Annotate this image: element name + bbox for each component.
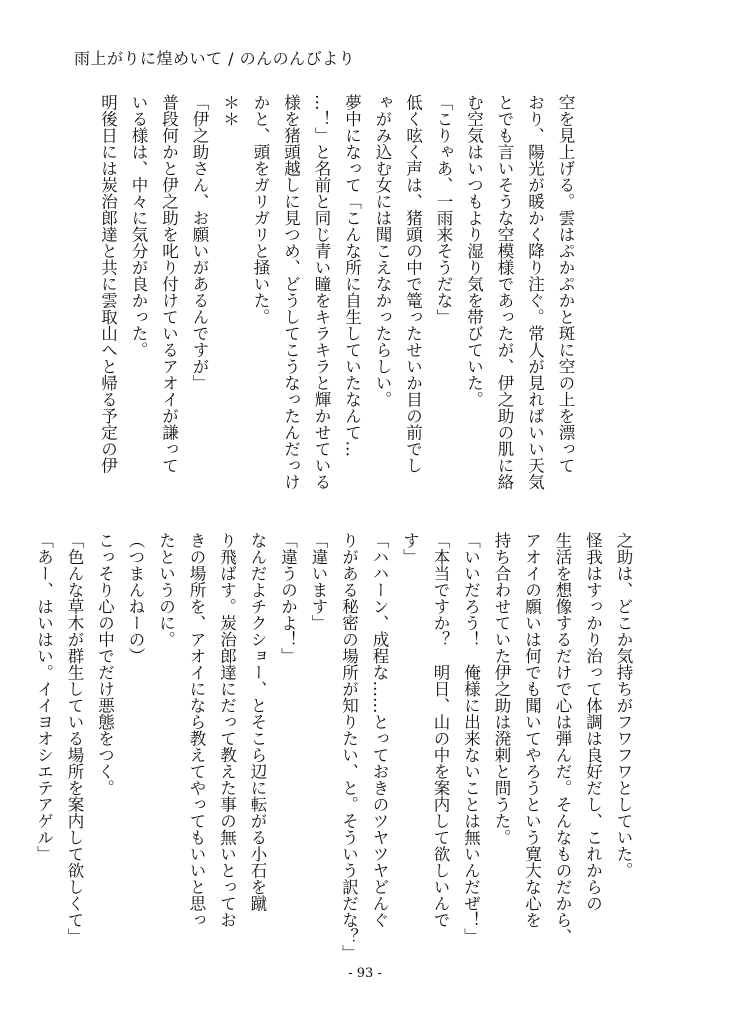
- text-line: む空気はいつもより湿り気を帯びていた。: [464, 94, 484, 408]
- text-line: とでも言いそうな空模様であったが、伊之助の肌に絡: [495, 94, 514, 490]
- text-line: 「あー、はいはい。イイヨオシエテアゲル」: [34, 532, 54, 862]
- text-line: 空を見上げる。雲はぷかぷかと斑に空の上を漂って: [556, 94, 575, 474]
- text-line: いる様は、中々に気分が良かった。: [129, 94, 148, 358]
- page-number: - 93 -: [348, 966, 382, 981]
- text-line: かと、頭をガリガリと掻いた。: [251, 94, 270, 325]
- text-line: こっそり心の中でだけ悪態をつく。: [95, 532, 115, 796]
- text-line: アオイの願いは何でも聞いてやろうという寛大な心を: [522, 532, 542, 928]
- text-line: 「いいだろう！ 俺様に出来ないことは無いんだぜ！」: [461, 532, 481, 945]
- text-line: 「本当ですか？ 明日、山の中を案内して欲しいんで: [431, 532, 450, 928]
- text-line: 夢中になって「こんな所に自生していたなんて…: [342, 94, 362, 457]
- text-line: 之助は、どこか気持ちがフワフワとしていた。: [614, 532, 633, 879]
- text-line: り飛ばす。炭治郎達にだって教えた事の無いとってお: [217, 532, 237, 928]
- text-line: 「こりゃあ、一雨来そうだな」: [434, 94, 453, 325]
- text-line: 「違います」: [309, 532, 328, 631]
- text-line: りがある秘密の場所が知りたい、と。そういう訳だな？」: [339, 532, 359, 961]
- text-line: 低く呟く声は、猪頭の中で篭ったせいか目の前でし: [403, 94, 423, 474]
- text-line: きの場所を、アオイになら教えてやってもいいと思っ: [187, 532, 206, 928]
- text-line: おり、陽光が暖かく降り注ぐ。常人が見ればいい天気: [525, 94, 545, 490]
- text-line: 「ハハーン、成程な……とっておきのツヤツヤどんぐ: [370, 532, 389, 928]
- text-line: 生活を想像するだけで心は弾んだ。そんなものだから、: [553, 532, 572, 945]
- text-line: …！」と名前と同じ青い瞳をキラキラと輝かせている: [312, 94, 331, 490]
- text-line: （つまんねーの）: [126, 532, 145, 664]
- text-block-top: [92, 94, 580, 514]
- text-block-bottom: [28, 532, 638, 961]
- text-line: たというのに。: [156, 532, 176, 648]
- text-line: 怪我はすっかり治って体調は良好だし、これからの: [583, 532, 603, 912]
- text-line: 明後日には炭治郎達と共に雲取山へと帰る予定の伊: [98, 94, 118, 474]
- text-line: 「伊之助さん、お願いがあるんですが」: [190, 94, 209, 391]
- text-line: 普段何かと伊之助を叱り付けているアオイが謙って: [159, 94, 179, 474]
- text-line: なんだよチクショー、とそこら辺に転がる小石を蹴: [248, 532, 267, 912]
- scene-break: ＊＊: [220, 94, 240, 127]
- text-line: 「色んな草木が群生している場所を案内して欲しくて」: [65, 532, 84, 945]
- text-line: す」: [400, 532, 420, 565]
- running-title: 雨上がりに煌めいて / のんのんびより: [74, 49, 356, 68]
- text-line: 「違うのかよ！」: [278, 532, 298, 664]
- text-line: 持ち合わせていた伊之助は溌剌と問うた。: [492, 532, 511, 846]
- text-line: ゃがみ込む女には聞こえなかったらしい。: [373, 94, 392, 408]
- text-line: 様を猪頭越しに見つめ、どうしてこうなったんだっけ: [281, 94, 301, 490]
